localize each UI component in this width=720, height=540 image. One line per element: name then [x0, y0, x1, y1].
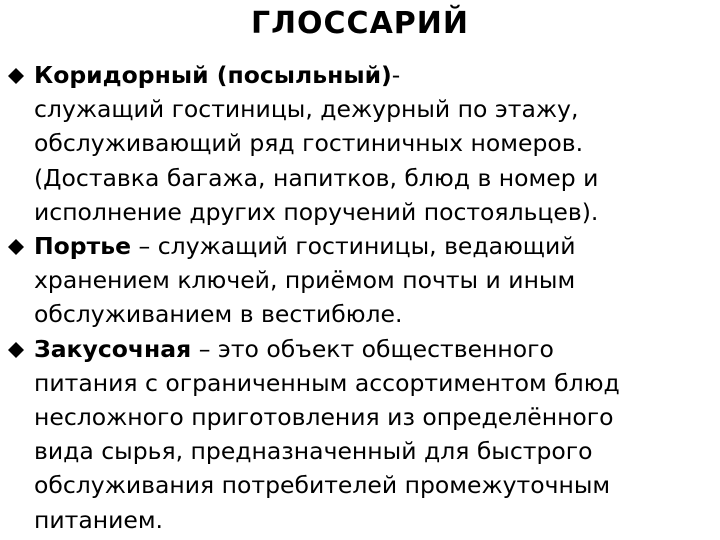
entry-line: питанием.: [34, 505, 164, 534]
entry-line: обслуживающий ряд гостиничных номеров.: [34, 129, 584, 158]
glossary-entry-koridornyi: [6, 58, 718, 229]
definition-start: это объект общественного: [217, 334, 554, 363]
glossary-list: [6, 58, 718, 537]
term-separator: –: [191, 334, 218, 363]
entry-line: обслуживанием в вестибюле.: [34, 300, 403, 329]
glossary-entry-porte: [6, 229, 718, 332]
glossary-term: Портье: [34, 232, 132, 261]
glossary-term: Закусочная: [34, 334, 192, 363]
term-separator: –: [131, 232, 158, 261]
glossary-entry-zakusochnaya: [6, 332, 718, 537]
entry-line: вида сырья, предназначенный для быстрого: [34, 437, 593, 466]
entry-line: несложного приготовления из определённого: [34, 403, 614, 432]
entry-line: хранением ключей, приёмом почты и иным: [34, 266, 576, 295]
entry-first-line: [34, 229, 718, 263]
entry-first-line: [34, 58, 718, 92]
entry-line: (Доставка багажа, напитков, блюд в номер и: [34, 163, 599, 192]
entry-first-line: [34, 332, 718, 366]
glossary-term: Коридорный (посыльный): [34, 61, 392, 89]
entry-line: служащий гостиницы, дежурный по этажу,: [34, 95, 579, 124]
term-separator: -: [391, 61, 401, 89]
diamond-bullet-icon: [6, 237, 26, 257]
entry-line: обслуживания потребителей промежуточным: [34, 471, 611, 500]
entry-line: питания с ограниченным ассортиментом блюд: [34, 368, 620, 397]
diamond-bullet-icon: [6, 66, 26, 86]
diamond-bullet-icon: [6, 340, 26, 360]
definition-start: служащий гостиницы, ведающий: [157, 232, 576, 261]
entry-line: исполнение других поручений постояльцев).: [34, 197, 599, 226]
page-title: ГЛОССАРИЙ: [251, 6, 469, 41]
